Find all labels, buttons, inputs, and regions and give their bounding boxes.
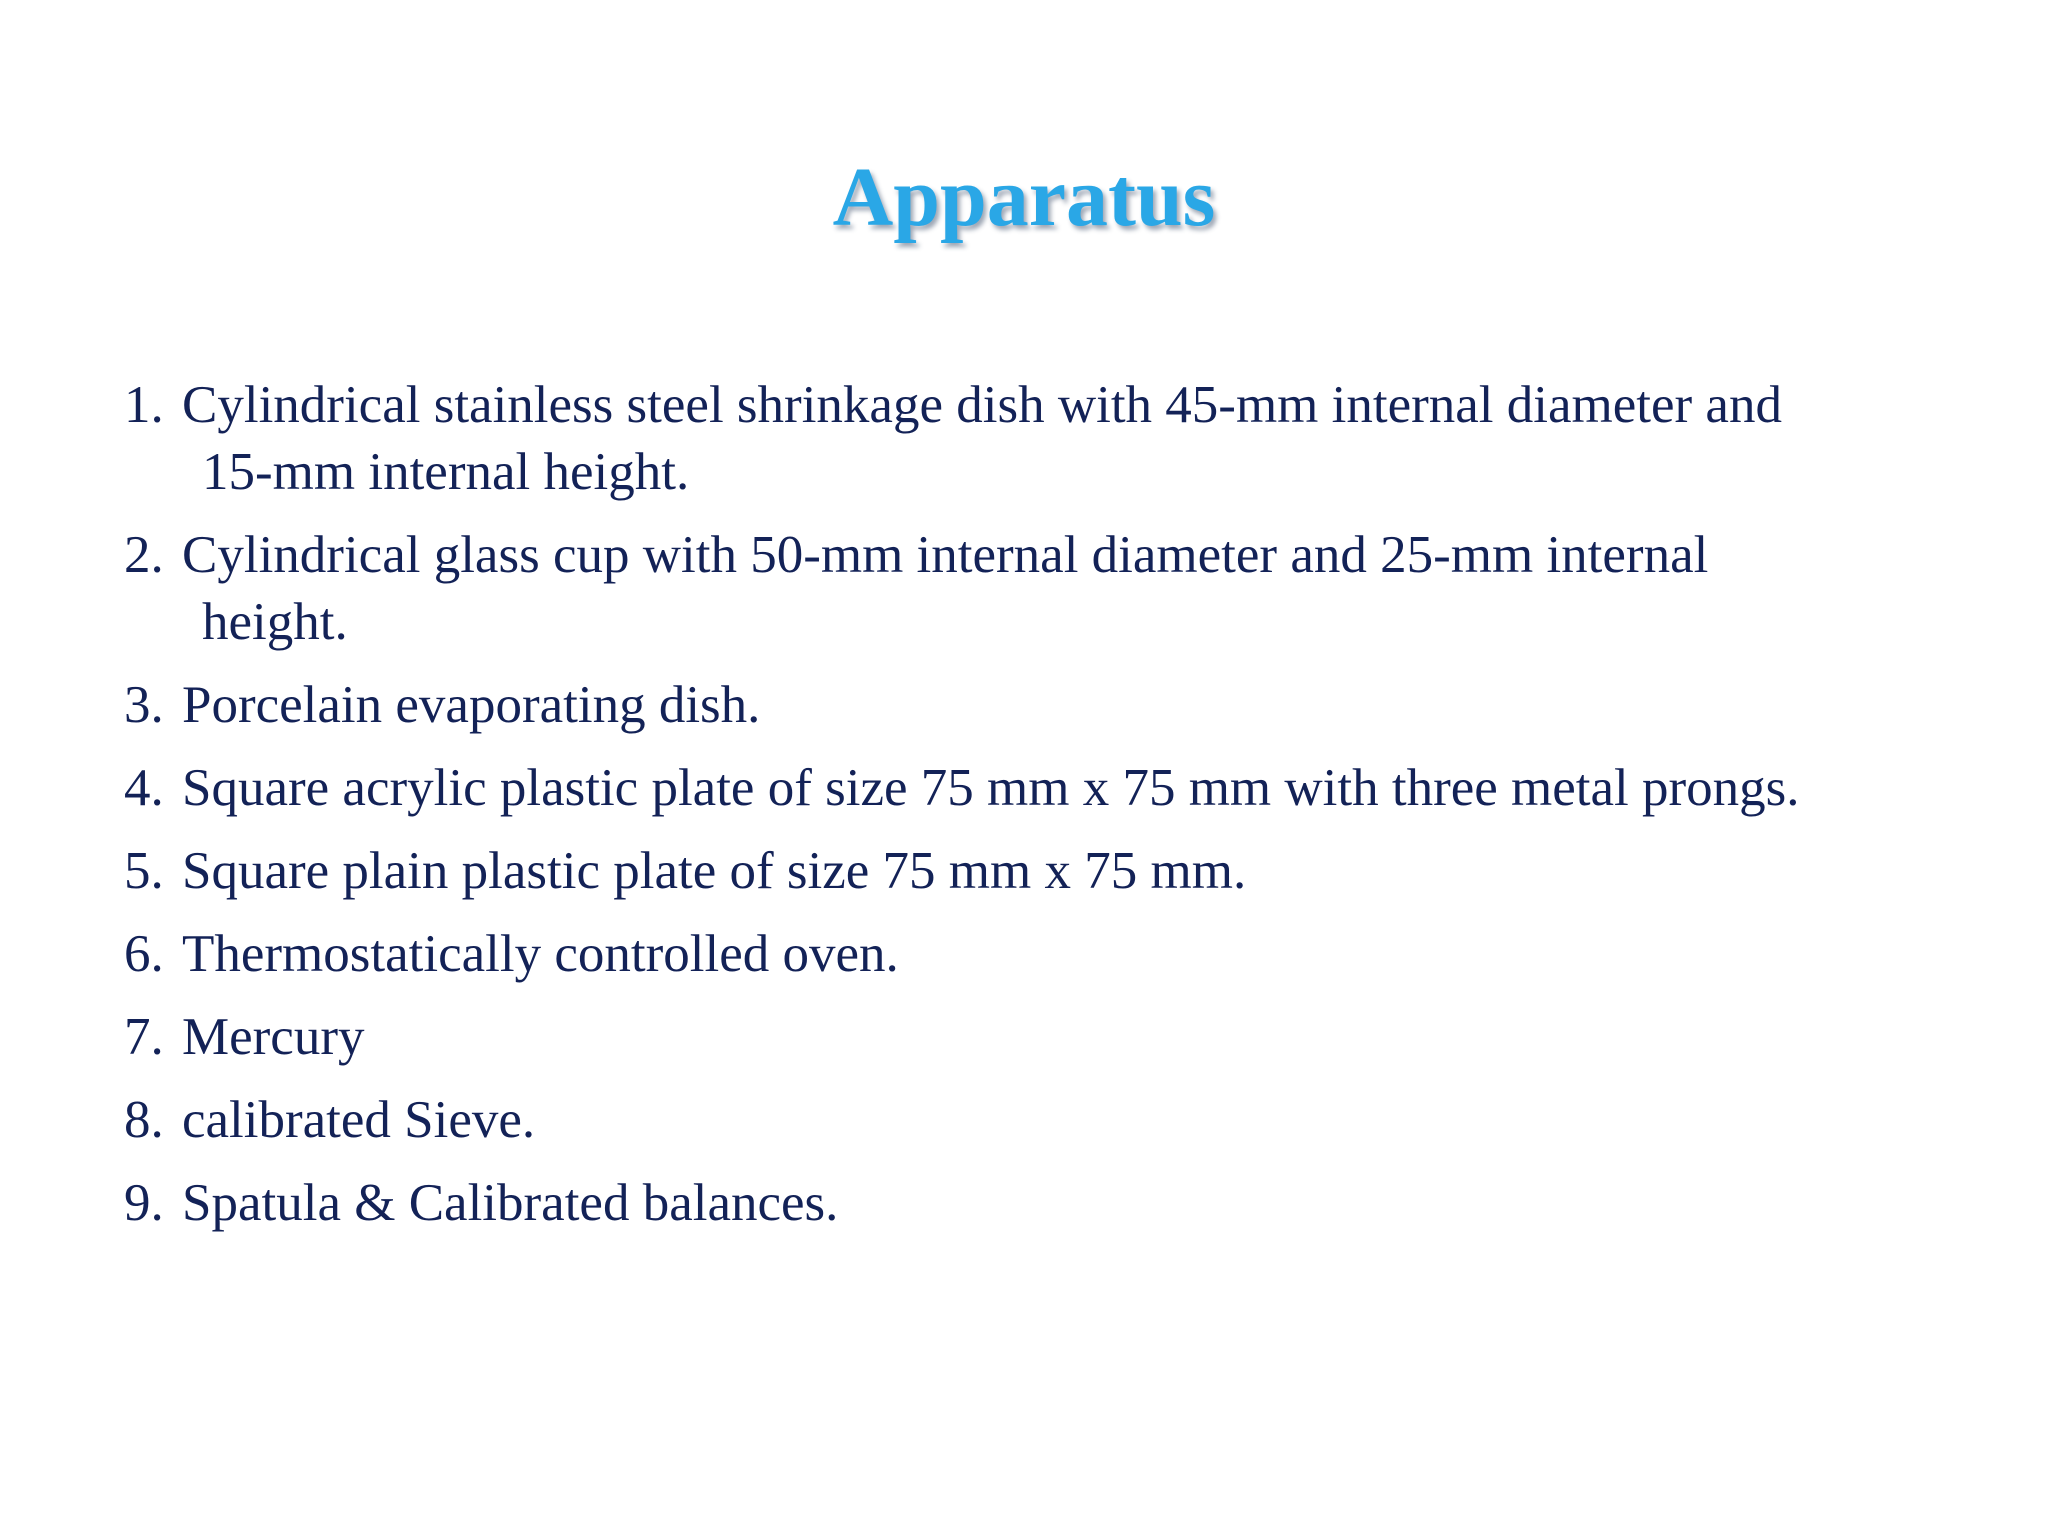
list-item	[124, 522, 1984, 656]
item-line: Porcelain evaporating dish.	[182, 676, 761, 734]
item-line: Mercury	[182, 1008, 365, 1066]
item-number: 5.	[124, 842, 164, 900]
item-number: 8.	[124, 1091, 164, 1149]
item-number: 9.	[124, 1174, 164, 1232]
item-text	[182, 838, 1984, 905]
list-item	[124, 372, 1984, 506]
item-text	[182, 1170, 1984, 1237]
item-text	[182, 372, 1984, 506]
list-item	[124, 672, 1984, 739]
item-line: Spatula & Calibrated balances.	[182, 1174, 839, 1232]
item-line: Cylindrical glass cup with 50-mm internal diameter and 25-mm internal	[182, 526, 1709, 584]
item-line: Square plain plastic plate of size 75 mm x 75 mm.	[182, 842, 1247, 900]
item-number: 1.	[124, 376, 164, 434]
item-text	[182, 921, 1984, 988]
item-text	[182, 755, 1984, 822]
apparatus-list	[124, 372, 1984, 1253]
item-line: 15-mm internal height.	[202, 443, 690, 501]
item-line: calibrated Sieve.	[182, 1091, 536, 1149]
slide-title: Apparatus	[832, 151, 1216, 244]
item-line: height.	[202, 593, 348, 651]
item-text	[182, 522, 1984, 656]
item-line: Square acrylic plastic plate of size 75 mm x 75 mm with three metal prongs.	[182, 759, 1800, 817]
item-number: 2.	[124, 526, 164, 584]
item-text	[182, 1087, 1984, 1154]
item-text	[182, 672, 1984, 739]
list-item	[124, 1087, 1984, 1154]
item-line: Cylindrical stainless steel shrinkage dish with 45-mm internal diameter and	[182, 376, 1782, 434]
item-number: 6.	[124, 925, 164, 983]
item-line: Thermostatically controlled oven.	[182, 925, 899, 983]
list-item	[124, 755, 1984, 822]
list-item	[124, 1004, 1984, 1071]
item-text	[182, 1004, 1984, 1071]
item-number: 3.	[124, 676, 164, 734]
list-item	[124, 838, 1984, 905]
list-item	[124, 921, 1984, 988]
list-item	[124, 1170, 1984, 1237]
item-number: 7.	[124, 1008, 164, 1066]
item-number: 4.	[124, 759, 164, 817]
